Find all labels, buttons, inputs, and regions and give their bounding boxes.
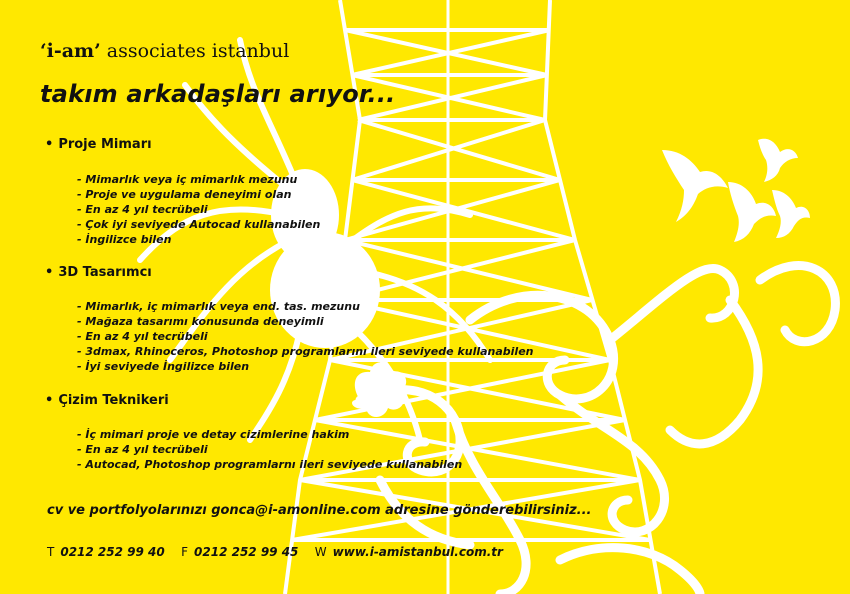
list-item: - Proje ve uygulama deneyimi olan <box>77 188 292 201</box>
web-label: W <box>314 545 327 559</box>
list-item: - İyi seviyede İngilizce bilen <box>77 360 250 373</box>
section-list-proje-mimari <box>77 172 320 247</box>
list-item: - Çok iyi seviyede Autocad kullanabilen <box>77 218 321 231</box>
list-item: - En az 4 yıl tecrübeli <box>77 330 208 343</box>
fax-label: F <box>181 545 189 559</box>
section-list-cizim-teknikeri <box>77 427 462 472</box>
section-title-proje-mimari: • Proje Mimarı <box>45 137 152 152</box>
birds-illustration <box>662 139 810 242</box>
list-item: - Autocad, Photoshop programlarnı ileri seviyede kullanabilen <box>77 458 463 471</box>
section-title-cizim-teknikeri: • Çizim Teknikeri <box>45 393 169 408</box>
brand-rest: associates istanbul <box>100 40 290 62</box>
list-item: - İç mimari proje ve detay cizimlerine hakim <box>77 428 350 441</box>
list-item: - Mimarlık, iç mimarlık veya end. tas. mezunu <box>77 300 360 313</box>
list-item: - En az 4 yıl tecrübeli <box>77 203 208 216</box>
list-item: - Mağaza tasarımı konusunda deneyimli <box>77 315 324 328</box>
contact-line <box>47 545 503 559</box>
phone-number: 0212 252 99 40 <box>60 545 165 559</box>
website-link[interactable]: www.i-amistanbul.com.tr <box>332 545 503 559</box>
application-note: cv ve portfolyolarınızı gonca@i-amonline.com adresine gönderebilirsiniz... <box>47 503 592 518</box>
section-list-3d-tasarimci <box>77 299 534 374</box>
brand-quoted: ‘i-am’ <box>40 40 101 62</box>
list-item: - Mimarlık veya iç mimarlık mezunu <box>77 173 298 186</box>
brand-name <box>40 40 289 62</box>
list-item: - İngilizce bilen <box>77 233 172 246</box>
fax-number: 0212 252 99 45 <box>194 545 299 559</box>
headline: takım arkadaşları arıyor... <box>40 80 396 108</box>
phone-label: T <box>47 545 55 559</box>
list-item: - 3dmax, Rhinoceros, Photoshop programlarını ileri seviyede kullanabilen <box>77 345 534 358</box>
list-item: - En az 4 yıl tecrübeli <box>77 443 208 456</box>
section-title-3d-tasarimci: • 3D Tasarımcı <box>45 265 152 280</box>
